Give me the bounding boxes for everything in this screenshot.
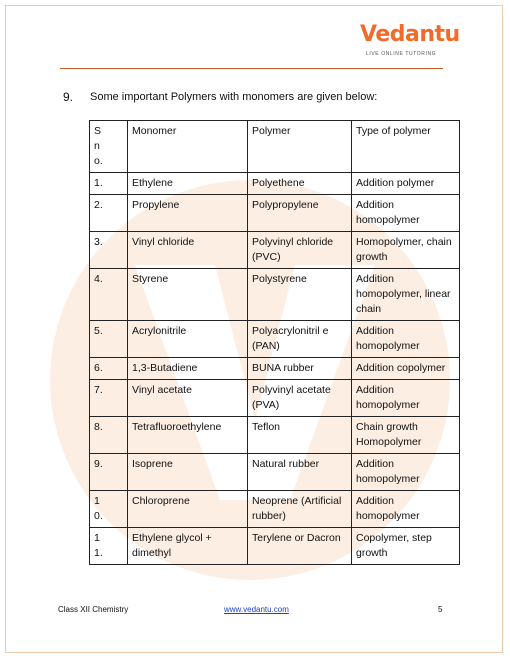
table-cell: 1,3-Butadiene bbox=[128, 358, 248, 380]
table-row bbox=[90, 358, 460, 380]
table-header-row bbox=[90, 121, 460, 173]
table-cell: Addition homopolymer, linear chain bbox=[352, 269, 460, 321]
table-cell: Styrene bbox=[128, 269, 248, 321]
table-cell: Polyvinyl chloride (PVC) bbox=[248, 232, 352, 269]
table-cell: Polyethene bbox=[248, 173, 352, 195]
table-cell: 7. bbox=[90, 380, 128, 417]
table-cell: 3. bbox=[90, 232, 128, 269]
question-number: 9. bbox=[63, 90, 74, 104]
table-cell: Copolymer, step growth bbox=[352, 528, 460, 565]
table-row bbox=[90, 173, 460, 195]
table-row bbox=[90, 269, 460, 321]
footer-website-link[interactable]: www.vedantu.com bbox=[224, 605, 289, 614]
table-cell: Vinyl acetate bbox=[128, 380, 248, 417]
table-cell: Polyvinyl acetate (PVA) bbox=[248, 380, 352, 417]
header-cell: Polymer bbox=[248, 121, 352, 173]
table-row bbox=[90, 195, 460, 232]
table-row bbox=[90, 528, 460, 565]
table-row bbox=[90, 321, 460, 358]
table-cell: 1 0. bbox=[90, 491, 128, 528]
table-cell: 5. bbox=[90, 321, 128, 358]
table-cell: Addition homopolymer bbox=[352, 491, 460, 528]
table-cell: Tetrafluoroethylene bbox=[128, 417, 248, 454]
table-cell: Homopolymer, chain growth bbox=[352, 232, 460, 269]
header-cell: Type of polymer bbox=[352, 121, 460, 173]
table-cell: 1 1. bbox=[90, 528, 128, 565]
table-cell: Addition homopolymer bbox=[352, 454, 460, 491]
logo-word: Vedantu bbox=[360, 22, 460, 47]
table-cell: Addition polymer bbox=[352, 173, 460, 195]
logo-tagline: LIVE ONLINE TUTORING bbox=[366, 51, 437, 57]
table-cell: Chain growth Homopolymer bbox=[352, 417, 460, 454]
table-row bbox=[90, 417, 460, 454]
table-cell: 8. bbox=[90, 417, 128, 454]
table-cell: Addition homopolymer bbox=[352, 321, 460, 358]
table-row bbox=[90, 491, 460, 528]
table-cell: Addition homopolymer bbox=[352, 380, 460, 417]
table-row bbox=[90, 454, 460, 491]
table-cell: Ethylene bbox=[128, 173, 248, 195]
table-row bbox=[90, 232, 460, 269]
footer-class-label: Class XII Chemistry bbox=[58, 605, 129, 614]
table-cell: Chloroprene bbox=[128, 491, 248, 528]
table-cell: 9. bbox=[90, 454, 128, 491]
vedantu-logo bbox=[360, 22, 460, 66]
question-text: Some important Polymers with monomers are given below: bbox=[90, 91, 378, 103]
table-cell: Isoprene bbox=[128, 454, 248, 491]
page-number: 5 bbox=[438, 605, 443, 614]
header-cell: S n o. bbox=[90, 121, 128, 173]
table-cell: Natural rubber bbox=[248, 454, 352, 491]
header-rule bbox=[60, 68, 443, 69]
table-cell: Terylene or Dacron bbox=[248, 528, 352, 565]
table-cell: 1. bbox=[90, 173, 128, 195]
polymer-table bbox=[89, 120, 460, 565]
table-cell: BUNA rubber bbox=[248, 358, 352, 380]
table-row bbox=[90, 380, 460, 417]
table-cell: Polypropylene bbox=[248, 195, 352, 232]
table-cell: Neoprene (Artificial rubber) bbox=[248, 491, 352, 528]
table-cell: 4. bbox=[90, 269, 128, 321]
table-cell: 2. bbox=[90, 195, 128, 232]
table-cell: 6. bbox=[90, 358, 128, 380]
table-cell: Ethylene glycol + dimethyl bbox=[128, 528, 248, 565]
table-cell: Polystyrene bbox=[248, 269, 352, 321]
table-cell: Acrylonitrile bbox=[128, 321, 248, 358]
table-cell: Polyacrylonitril e (PAN) bbox=[248, 321, 352, 358]
table-cell: Vinyl chloride bbox=[128, 232, 248, 269]
header-cell: Monomer bbox=[128, 121, 248, 173]
table-cell: Propylene bbox=[128, 195, 248, 232]
table-cell: Teflon bbox=[248, 417, 352, 454]
table-cell: Addition copolymer bbox=[352, 358, 460, 380]
table-cell: Addition homopolymer bbox=[352, 195, 460, 232]
